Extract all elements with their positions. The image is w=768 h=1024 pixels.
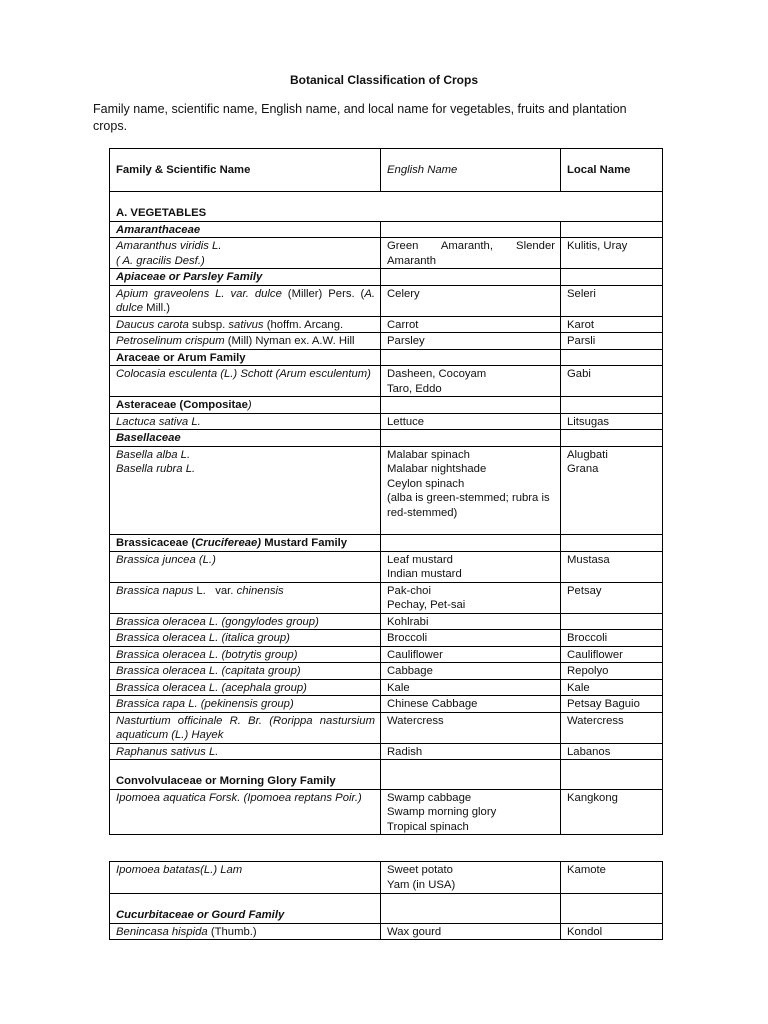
table-row	[110, 238, 663, 269]
scientific-name: Colocasia esculenta (L.) Schott (Arum esculentum)	[110, 366, 381, 397]
table-row	[110, 333, 663, 350]
header-english: English Name	[381, 149, 561, 192]
scientific-name: Daucus carota subsp. sativus (hoffm. Arcang.	[110, 316, 381, 333]
section-heading: A. VEGETABLES	[110, 192, 663, 222]
english-name: Wax gourd	[381, 923, 561, 940]
table-row	[110, 446, 663, 535]
family-name: Brassicaceae (Crucifereae) Mustard Family	[110, 535, 381, 552]
scientific-name: Ipomoea aquatica Forsk. (Ipomoea reptans Poir.)	[110, 789, 381, 835]
local-name: Watercress	[561, 712, 663, 743]
english-name: Radish	[381, 743, 561, 760]
scientific-name: Brassica oleracea L. (italica group)	[110, 630, 381, 647]
table-row	[110, 551, 663, 582]
family-row	[110, 397, 663, 414]
header-family: Family & Scientific Name	[110, 149, 381, 192]
scientific-name: Ipomoea batatas(L.) Lam	[110, 862, 381, 894]
english-name: Cauliflower	[381, 646, 561, 663]
table-row	[110, 862, 663, 894]
scientific-name: Brassica rapa L. (pekinensis group)	[110, 696, 381, 713]
english-name: Kale	[381, 679, 561, 696]
table-row	[110, 923, 663, 940]
scientific-name: Brassica juncea (L.)	[110, 551, 381, 582]
local-name: Petsay Baguio	[561, 696, 663, 713]
table-row	[110, 316, 663, 333]
family-row	[110, 349, 663, 366]
local-name: Litsugas	[561, 413, 663, 430]
scientific-name: Lactuca sativa L.	[110, 413, 381, 430]
english-name: Lettuce	[381, 413, 561, 430]
table-row	[110, 663, 663, 680]
crops-table	[109, 148, 663, 835]
family-name: Basellaceae	[110, 430, 381, 447]
table-row	[110, 712, 663, 743]
table-row	[110, 613, 663, 630]
intro-paragraph: Family name, scientific name, English name, and local name for vegetables, fruits and plantation crops.	[93, 102, 627, 133]
local-name: Cauliflower	[561, 646, 663, 663]
document-title: Botanical Classification of Crops	[289, 73, 479, 87]
local-name: Petsay	[561, 582, 663, 613]
english-name: Green Amaranth, Slender Amaranth	[381, 238, 561, 269]
local-name: Karot	[561, 316, 663, 333]
english-name: Chinese Cabbage	[381, 696, 561, 713]
english-name: Dasheen, Cocoyam Taro, Eddo	[381, 366, 561, 397]
family-row	[110, 894, 663, 924]
family-row	[110, 760, 663, 790]
table-row	[110, 413, 663, 430]
header-local: Local Name	[561, 149, 663, 192]
family-row	[110, 430, 663, 447]
english-name: Broccoli	[381, 630, 561, 647]
scientific-name: Petroselinum crispum (Mill) Nyman ex. A.W. Hill	[110, 333, 381, 350]
table-row	[110, 789, 663, 835]
table-row	[110, 630, 663, 647]
english-name: Parsley	[381, 333, 561, 350]
scientific-name: Nasturtium officinale R. Br. (Rorippa nastursium aquaticum (L.) Hayek	[110, 712, 381, 743]
scientific-name: Brassica oleracea L. (capitata group)	[110, 663, 381, 680]
table-row	[110, 285, 663, 316]
table-row	[110, 646, 663, 663]
local-name: Kamote	[561, 862, 663, 894]
local-name: Mustasa	[561, 551, 663, 582]
scientific-name: Amaranthus viridis L. ( A. gracilis Desf.)	[110, 238, 381, 269]
local-name: Gabi	[561, 366, 663, 397]
table-row	[110, 696, 663, 713]
english-name: Cabbage	[381, 663, 561, 680]
english-name: Watercress	[381, 712, 561, 743]
family-name: Araceae or Arum Family	[110, 349, 381, 366]
scientific-name: Brassica oleracea L. (acephala group)	[110, 679, 381, 696]
english-name: Malabar spinach Malabar nightshade Ceylon spinach (alba is green-stemmed; rubra is red-stemmed)	[381, 446, 561, 535]
family-name: Asteraceae (Compositae)	[110, 397, 381, 414]
table-header-row	[110, 149, 663, 192]
english-name: Swamp cabbage Swamp morning glory Tropical spinach	[381, 789, 561, 835]
local-name: Kale	[561, 679, 663, 696]
table-row	[110, 679, 663, 696]
table-row	[110, 366, 663, 397]
table-row	[110, 743, 663, 760]
local-name: Kangkong	[561, 789, 663, 835]
scientific-name: Apium graveolens L. var. dulce (Miller) Pers. (A. dulce Mill.)	[110, 285, 381, 316]
scientific-name: Brassica napus L. var. chinensis	[110, 582, 381, 613]
table-row	[110, 582, 663, 613]
crops-table-continued	[109, 861, 663, 940]
family-name: Amaranthaceae	[110, 221, 381, 238]
english-name: Carrot	[381, 316, 561, 333]
family-name: Convolvulaceae or Morning Glory Family	[110, 760, 381, 790]
english-name: Sweet potato Yam (in USA)	[381, 862, 561, 894]
local-name: Kulitis, Uray	[561, 238, 663, 269]
family-name: Cucurbitaceae or Gourd Family	[110, 894, 381, 924]
family-row	[110, 221, 663, 238]
family-row	[110, 535, 663, 552]
scientific-name: Basella alba L. Basella rubra L.	[110, 446, 381, 535]
local-name: Repolyo	[561, 663, 663, 680]
english-name: Pak-choi Pechay, Pet-sai	[381, 582, 561, 613]
family-name: Apiaceae or Parsley Family	[110, 269, 381, 286]
scientific-name: Benincasa hispida (Thumb.)	[110, 923, 381, 940]
local-name: Seleri	[561, 285, 663, 316]
english-name: Kohlrabi	[381, 613, 561, 630]
family-row	[110, 269, 663, 286]
section-row	[110, 192, 663, 222]
local-name: Alugbati Grana	[561, 446, 663, 535]
english-name: Celery	[381, 285, 561, 316]
scientific-name: Raphanus sativus L.	[110, 743, 381, 760]
local-name: Kondol	[561, 923, 663, 940]
local-name	[561, 613, 663, 630]
local-name: Broccoli	[561, 630, 663, 647]
english-name: Leaf mustard Indian mustard	[381, 551, 561, 582]
local-name: Labanos	[561, 743, 663, 760]
scientific-name: Brassica oleracea L. (botrytis group)	[110, 646, 381, 663]
scientific-name: Brassica oleracea L. (gongylodes group)	[110, 613, 381, 630]
local-name: Parsli	[561, 333, 663, 350]
